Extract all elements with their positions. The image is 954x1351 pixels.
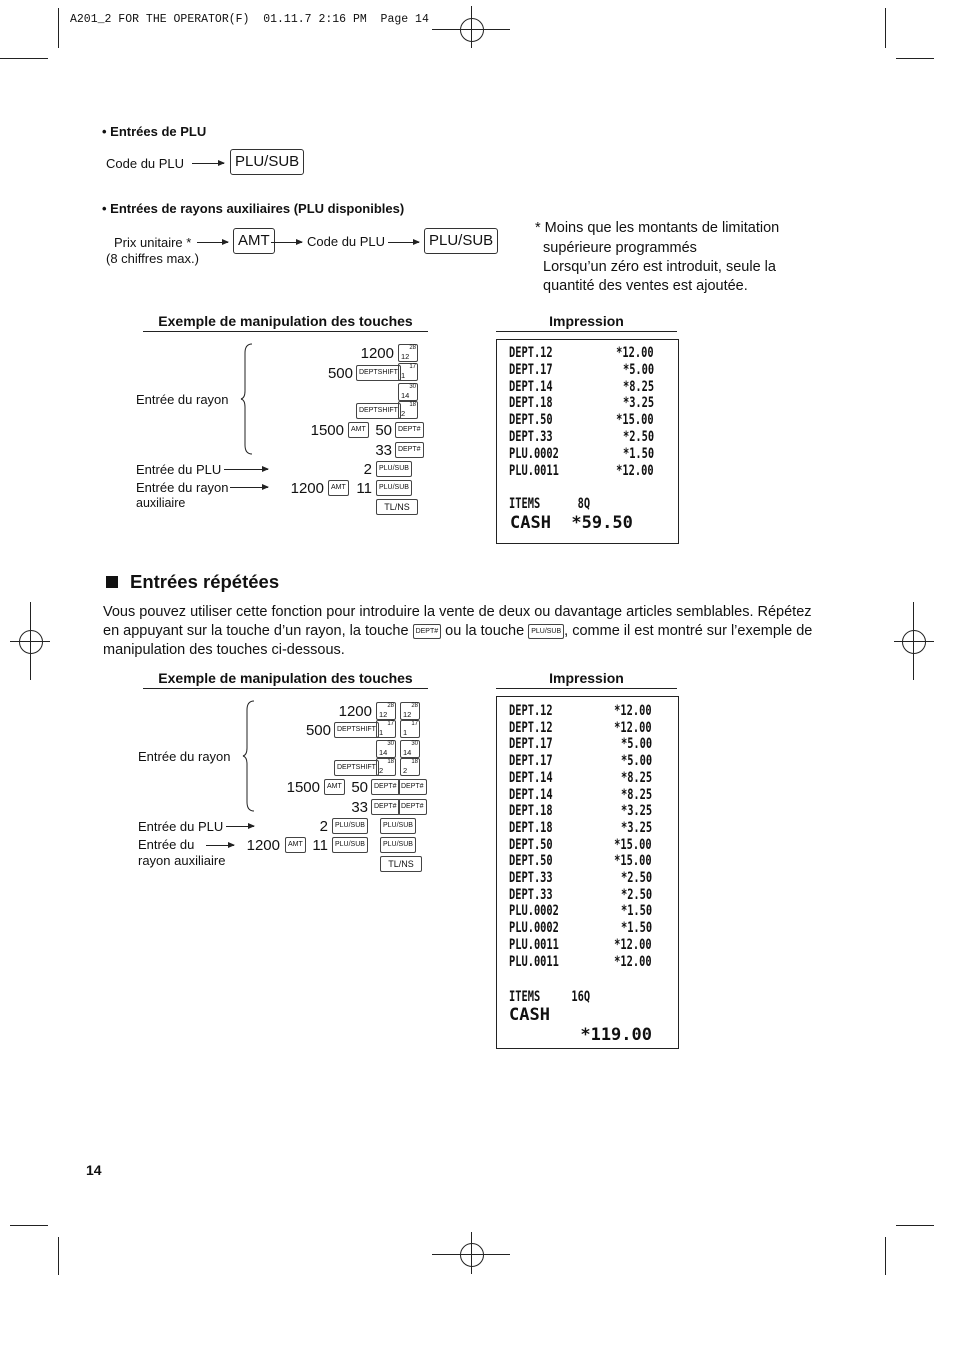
receipt-line-amount: *3.25 bbox=[622, 395, 654, 412]
dept-hash-key: DEPT# bbox=[371, 799, 400, 815]
aux-entry-label: Entrée du bbox=[138, 837, 195, 852]
number: 1200 bbox=[338, 703, 372, 720]
arrow bbox=[226, 826, 254, 827]
brace bbox=[242, 700, 256, 812]
registration-line bbox=[30, 602, 31, 680]
plu-sub-key: PLU/SUB bbox=[376, 461, 412, 477]
registration-mark bbox=[19, 630, 43, 654]
receipt-line-label: PLU.0011 bbox=[509, 936, 559, 953]
number: 500 bbox=[327, 365, 353, 382]
arrow bbox=[230, 487, 268, 488]
dept-1-key: 17 1 bbox=[376, 720, 396, 738]
registration-mark bbox=[902, 630, 926, 654]
receipt-line-label: DEPT.17 bbox=[509, 361, 553, 378]
registration-mark bbox=[460, 1243, 484, 1267]
repeat-p1: Vous pouvez utiliser cette fonction pour introduire la vente de deux ou davantage articles semblables. Répétez bbox=[103, 604, 812, 620]
repeat-p2a: en appuyant sur la touche d’un rayon, la touche bbox=[103, 623, 409, 639]
receipt bbox=[496, 339, 679, 544]
receipt-line-amount: *15.00 bbox=[614, 853, 652, 870]
dept-14-key: 30 14 bbox=[400, 740, 420, 758]
number: 33 bbox=[375, 442, 392, 459]
receipt-line-label: PLU.0002 bbox=[509, 445, 559, 462]
receipt-line-amount: *1.50 bbox=[620, 903, 652, 920]
example2-print-title: Impression bbox=[496, 670, 677, 689]
receipt-line-amount: *8.25 bbox=[620, 786, 652, 803]
receipt-line-label: DEPT.50 bbox=[509, 412, 553, 429]
example2-keys-title: Exemple de manipulation des touches bbox=[143, 670, 428, 689]
unit-price-note: (8 chiffres max.) bbox=[106, 251, 199, 266]
number: 1200 bbox=[360, 345, 394, 362]
number: 50 bbox=[351, 779, 368, 796]
receipt-line-amount: *15.00 bbox=[614, 836, 652, 853]
dept-hash-key: DEPT# bbox=[371, 779, 400, 795]
number: 33 bbox=[351, 799, 368, 816]
registration-line bbox=[471, 6, 472, 48]
dept-2-key: 18 2 bbox=[376, 758, 396, 776]
receipt-line-label: DEPT.50 bbox=[509, 836, 553, 853]
plu-sub-key: PLU/SUB bbox=[376, 480, 412, 496]
receipt-line-amount: *5.00 bbox=[620, 753, 652, 770]
unit-price-label: Prix unitaire * bbox=[114, 235, 192, 250]
aux-entry-label-2: rayon auxiliaire bbox=[138, 853, 226, 868]
dept-entry-label: Entrée du rayon bbox=[136, 392, 229, 407]
note-line4: quantité des ventes est ajoutée. bbox=[543, 278, 748, 294]
arrow bbox=[197, 242, 228, 243]
repeat-p3: manipulation des touches ci-dessous. bbox=[103, 642, 345, 658]
tl-ns-key: TL/NS bbox=[376, 499, 418, 515]
repeat-p2 bbox=[103, 622, 812, 641]
dept-1-key: 17 1 bbox=[400, 720, 420, 738]
dept-hash-key: DEPT# bbox=[413, 624, 442, 639]
number: 1500 bbox=[286, 779, 320, 796]
receipt-line-amount: *5.00 bbox=[620, 736, 652, 753]
number: 2 bbox=[363, 461, 372, 478]
amt-key: AMT bbox=[285, 837, 306, 853]
page-number: 14 bbox=[86, 1162, 102, 1178]
receipt-line-amount: *8.25 bbox=[620, 769, 652, 786]
aux-entries-title: • Entrées de rayons auxiliaires (PLU disponibles) bbox=[102, 201, 405, 216]
dept-14-key: 30 14 bbox=[398, 383, 418, 401]
dept-14-key: 30 14 bbox=[376, 740, 396, 758]
deptshift-key: DEPTSHIFT bbox=[334, 760, 379, 776]
plu-sub-key: PLU/SUB bbox=[230, 149, 304, 175]
receipt-line-label: PLU.0011 bbox=[509, 462, 559, 479]
number: 1200 bbox=[246, 837, 280, 854]
brace bbox=[240, 343, 254, 455]
receipt-line-label: PLU.0011 bbox=[509, 953, 559, 970]
receipt-line-label: DEPT.12 bbox=[509, 345, 553, 361]
crop-mark bbox=[58, 1237, 59, 1275]
amt-key: AMT bbox=[324, 779, 345, 795]
receipt-line-amount: *1.50 bbox=[622, 445, 654, 462]
dept-entry-label: Entrée du rayon bbox=[138, 749, 231, 764]
registration-line bbox=[913, 602, 914, 680]
plu-entries-title: • Entrées de PLU bbox=[102, 124, 207, 139]
receipt-line-label: DEPT.14 bbox=[509, 769, 553, 786]
aux-entry-label: Entrée du rayon bbox=[136, 480, 229, 495]
deptshift-key: DEPTSHIFT bbox=[356, 403, 401, 419]
receipt-line-amount: *3.25 bbox=[620, 819, 652, 836]
receipt-line-amount: *12.00 bbox=[616, 345, 654, 361]
receipt-items: ITEMS 16Q bbox=[509, 989, 591, 1006]
number: 1500 bbox=[310, 422, 344, 439]
receipt-items: ITEMS 8Q bbox=[509, 496, 591, 513]
plu-entry-label: Entrée du PLU bbox=[138, 819, 224, 834]
dept-hash-key: DEPT# bbox=[395, 442, 424, 458]
arrow bbox=[388, 242, 419, 243]
receipt-line-label: DEPT.18 bbox=[509, 819, 553, 836]
registration-line bbox=[471, 1232, 472, 1274]
dept-12-key: 28 12 bbox=[398, 344, 418, 362]
deptshift-key: DEPTSHIFT bbox=[356, 365, 401, 381]
plu-sub-key: PLU/SUB bbox=[332, 837, 368, 853]
plu-sub-key: PLU/SUB bbox=[380, 818, 416, 834]
receipt bbox=[496, 696, 679, 1049]
receipt-line-label: DEPT.17 bbox=[509, 736, 553, 753]
receipt-line-label: DEPT.50 bbox=[509, 853, 553, 870]
page-header: A201_2 FOR THE OPERATOR(F) 01.11.7 2:16 PM Page 14 bbox=[70, 13, 429, 26]
arrow bbox=[224, 469, 268, 470]
receipt-line-amount: *2.50 bbox=[622, 429, 654, 445]
dept-12-key: 28 12 bbox=[376, 702, 396, 720]
receipt-cash-total: CASH *59.50 bbox=[510, 513, 633, 534]
receipt-line-label: DEPT.33 bbox=[509, 429, 553, 445]
receipt-cash-label: CASH bbox=[509, 1005, 550, 1026]
aux-code-label: Code du PLU bbox=[307, 234, 386, 249]
receipt-line-label: DEPT.33 bbox=[509, 886, 553, 903]
dept-hash-key: DEPT# bbox=[398, 799, 427, 815]
receipt-line-label: DEPT.33 bbox=[509, 870, 553, 886]
crop-mark bbox=[896, 58, 934, 59]
note-line1: * Moins que les montants de limitation bbox=[535, 220, 780, 236]
section-marker bbox=[106, 576, 118, 588]
receipt-line-amount: *1.50 bbox=[620, 920, 652, 937]
registration-line bbox=[894, 641, 934, 642]
receipt-line-label: DEPT.18 bbox=[509, 803, 553, 820]
receipt-line-amount: *12.00 bbox=[614, 703, 652, 719]
amt-key: AMT bbox=[348, 422, 369, 438]
dept-hash-key: DEPT# bbox=[395, 422, 424, 438]
crop-mark bbox=[885, 8, 886, 48]
number: 11 bbox=[312, 837, 328, 854]
crop-mark bbox=[885, 1237, 886, 1275]
plu-entry-label: Entrée du PLU bbox=[136, 462, 222, 477]
example1-print-title: Impression bbox=[496, 313, 677, 332]
plu-code-label: Code du PLU bbox=[106, 156, 185, 171]
dept-12-key: 28 12 bbox=[400, 702, 420, 720]
receipt-line-amount: *2.50 bbox=[620, 886, 652, 903]
crop-mark bbox=[10, 1225, 48, 1226]
tl-ns-key: TL/NS bbox=[380, 856, 422, 872]
receipt-line-label: PLU.0002 bbox=[509, 920, 559, 937]
aux-entry-label-2: auxiliaire bbox=[136, 496, 186, 510]
arrow bbox=[206, 845, 234, 846]
dept-2-key: 18 2 bbox=[398, 401, 418, 419]
crop-mark bbox=[58, 8, 59, 48]
dept-hash-key: DEPT# bbox=[398, 779, 427, 795]
receipt-line-amount: *5.00 bbox=[622, 361, 654, 378]
receipt-line-label: DEPT.18 bbox=[509, 395, 553, 412]
receipt-line-label: DEPT.14 bbox=[509, 786, 553, 803]
amt-key: AMT bbox=[328, 480, 349, 496]
repeat-p2b: ou la touche bbox=[445, 623, 525, 639]
arrow bbox=[271, 242, 302, 243]
crop-mark bbox=[0, 58, 48, 59]
plu-sub-key: PLU/SUB bbox=[332, 818, 368, 834]
number: 500 bbox=[305, 722, 331, 739]
amt-key: AMT bbox=[233, 228, 275, 254]
note-line3: Lorsqu’un zéro est introduit, seule la bbox=[543, 259, 776, 275]
registration-mark bbox=[460, 18, 484, 42]
number: 1200 bbox=[290, 480, 324, 497]
receipt-line-amount: *12.00 bbox=[614, 953, 652, 970]
plu-sub-key: PLU/SUB bbox=[380, 837, 416, 853]
receipt-line-amount: *3.25 bbox=[620, 803, 652, 820]
receipt-line-amount: *12.00 bbox=[616, 462, 654, 479]
crop-mark bbox=[896, 1225, 934, 1226]
note-line2: supérieure programmés bbox=[543, 240, 697, 256]
plu-sub-key: PLU/SUB bbox=[528, 624, 564, 639]
receipt-line-amount: *8.25 bbox=[622, 378, 654, 395]
receipt-line-amount: *12.00 bbox=[614, 936, 652, 953]
number: 2 bbox=[319, 818, 328, 835]
receipt-line-amount: *2.50 bbox=[620, 870, 652, 886]
example1-keys-title: Exemple de manipulation des touches bbox=[143, 313, 428, 332]
receipt-line-label: PLU.0002 bbox=[509, 903, 559, 920]
number: 50 bbox=[375, 422, 392, 439]
dept-2-key: 18 2 bbox=[400, 758, 420, 776]
receipt-line-amount: *12.00 bbox=[614, 719, 652, 736]
number: 11 bbox=[356, 480, 372, 497]
receipt-line-amount: *15.00 bbox=[616, 412, 654, 429]
dept-1-key: 17 1 bbox=[398, 363, 418, 381]
receipt-line-label: DEPT.12 bbox=[509, 703, 553, 719]
plu-sub-key: PLU/SUB bbox=[424, 228, 498, 254]
deptshift-key: DEPTSHIFT bbox=[334, 722, 379, 738]
receipt-line-label: DEPT.17 bbox=[509, 753, 553, 770]
repeat-p2c: , comme il est montré sur l’exemple de bbox=[564, 623, 813, 639]
repeat-heading: Entrées répétées bbox=[130, 571, 280, 592]
receipt-line-label: DEPT.12 bbox=[509, 719, 553, 736]
arrow bbox=[192, 163, 224, 164]
receipt-line-label: DEPT.14 bbox=[509, 378, 553, 395]
receipt-total: *119.00 bbox=[580, 1025, 652, 1046]
